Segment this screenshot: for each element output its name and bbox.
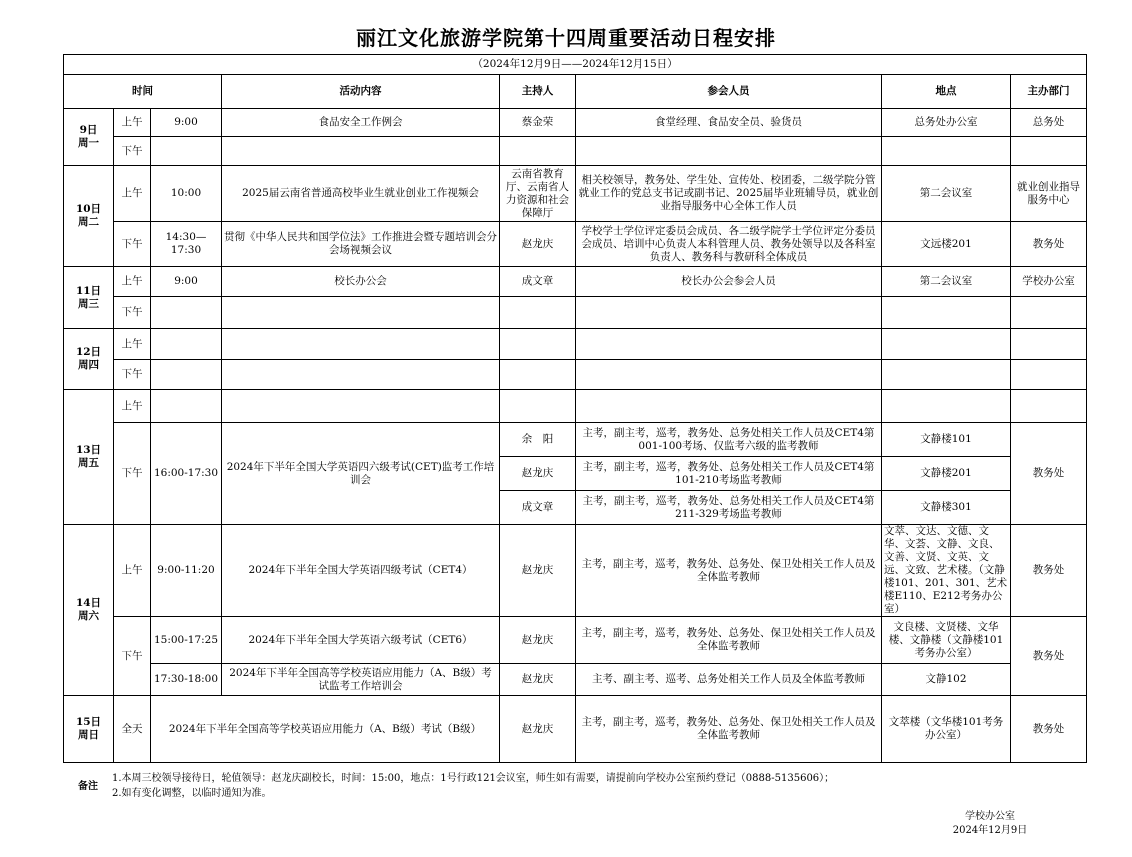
event-host: 赵龙庆 — [500, 617, 576, 664]
day-cell: 12日 周四 — [64, 329, 114, 390]
event-location: 文萃楼（文华楼101考务办公室） — [882, 696, 1011, 763]
slot-pm: 下午 — [114, 617, 151, 696]
table-row — [64, 696, 1087, 763]
table-row — [64, 360, 1087, 390]
event-time: 9:00 — [151, 109, 222, 137]
event-host: 赵龙庆 — [500, 664, 576, 696]
event-content: 食品安全工作例会 — [222, 109, 500, 137]
header-row — [64, 75, 1087, 109]
event-time: 10:00 — [151, 166, 222, 222]
day-cell: 13日 周五 — [64, 390, 114, 525]
event-attendees: 主考，副主考，巡考，教务处、总务处、保卫处相关工作人员及全体监考教师 — [576, 617, 882, 664]
event-attendees: 主考，副主考，巡考，教务处、总务处相关工作人员及CET4第101-210考场监考教师 — [576, 457, 882, 491]
event-attendees: 食堂经理、食品安全员、验货员 — [576, 109, 882, 137]
table-row — [64, 525, 1087, 617]
schedule-table — [63, 54, 1087, 763]
table-row — [64, 166, 1087, 222]
event-location: 文良楼、文贤楼、文华楼、文静楼（文静楼101考务办公室） — [882, 617, 1011, 664]
slot-pm: 下午 — [114, 137, 151, 166]
event-location: 总务处办公室 — [882, 109, 1011, 137]
event-attendees: 主考，副主考，巡考，教务处、总务处、保卫处相关工作人员及全体监考教师 — [576, 696, 882, 763]
slot-allday: 全天 — [114, 696, 151, 763]
event-dept: 教务处 — [1011, 525, 1087, 617]
event-attendees: 学校学士学位评定委员会成员、各二级学院学士学位评定分委员会成员、培训中心负责人本科管理人员、教务处领导以及各科室负责人、教务科与教研科全体成员 — [576, 222, 882, 267]
notes-line: 1.本周三校领导接待日，轮值领导：赵龙庆副校长，时间：15:00，地点：1号行政121会议室，师生如有需要，请提前向学校办公室预约登记（0888-5135606）； — [112, 773, 835, 784]
event-host: 成文章 — [500, 267, 576, 297]
slot-am: 上午 — [114, 166, 151, 222]
slot-pm: 下午 — [114, 360, 151, 390]
table-row — [64, 222, 1087, 267]
event-dept: 教务处 — [1011, 423, 1087, 525]
event-location: 文静楼301 — [882, 491, 1011, 525]
event-location: 文静楼201 — [882, 457, 1011, 491]
slot-am: 上午 — [114, 109, 151, 137]
event-host: 赵龙庆 — [500, 222, 576, 267]
event-content: 2024年下半年全国大学英语四六级考试(CET)监考工作培训会 — [222, 423, 500, 525]
footer-office: 学校办公室 — [965, 811, 1015, 822]
date-range: （2024年12月9日——2024年12月15日） — [64, 55, 1087, 75]
header-content: 活动内容 — [222, 75, 500, 109]
event-time: 9:00-11:20 — [151, 525, 222, 617]
event-host: 余 阳 — [500, 423, 576, 457]
slot-am: 上午 — [114, 267, 151, 297]
footer-date: 2024年12月9日 — [952, 825, 1028, 836]
day-cell: 9日 周一 — [64, 109, 114, 166]
table-row — [64, 137, 1087, 166]
event-attendees: 相关校领导，教务处、学生处、宣传处、校团委，二级学院分管就业工作的党总支书记或副书记、2025届毕业班辅导员，就业创业指导服务中心全体工作人员 — [576, 166, 882, 222]
day-cell: 10日 周二 — [64, 166, 114, 267]
table-row — [64, 390, 1087, 423]
table-row — [64, 109, 1087, 137]
event-time: 16:00-17:30 — [151, 423, 222, 525]
event-content: 2024年下半年全国高等学校英语应用能力（A、B级）考试（B级） — [151, 696, 500, 763]
event-content: 2025届云南省普通高校毕业生就业创业工作视频会 — [222, 166, 500, 222]
event-content: 校长办公会 — [222, 267, 500, 297]
event-attendees: 主考，副主考，巡考，教务处、总务处、保卫处相关工作人员及全体监考教师 — [576, 525, 882, 617]
page-title: 丽江文化旅游学院第十四周重要活动日程安排 — [356, 26, 776, 50]
event-host: 赵龙庆 — [500, 525, 576, 617]
header-dept: 主办部门 — [1011, 75, 1087, 109]
event-host: 赵龙庆 — [500, 696, 576, 763]
slot-pm: 下午 — [114, 423, 151, 525]
event-attendees: 主考，副主考，巡考，教务处、总务处相关工作人员及CET4第001-100考场、仅监考六级的监考教师 — [576, 423, 882, 457]
event-content: 2024年下半年全国高等学校英语应用能力（A、B级）考试监考工作培训会 — [222, 664, 500, 696]
slot-am: 上午 — [114, 390, 151, 423]
notes-label: 备注 — [78, 781, 98, 792]
event-time: 14:30—17:30 — [151, 222, 222, 267]
day-cell: 14日 周六 — [64, 525, 114, 696]
event-dept: 教务处 — [1011, 696, 1087, 763]
table-row — [64, 329, 1087, 360]
event-attendees: 主考、副主考、巡考、总务处相关工作人员及全体监考教师 — [576, 664, 882, 696]
header-host: 主持人 — [500, 75, 576, 109]
event-location: 文静102 — [882, 664, 1011, 696]
event-content: 2024年下半年全国大学英语六级考试（CET6） — [222, 617, 500, 664]
event-attendees: 校长办公会参会人员 — [576, 267, 882, 297]
day-cell: 11日 周三 — [64, 267, 114, 329]
event-host: 成文章 — [500, 491, 576, 525]
event-dept: 学校办公室 — [1011, 267, 1087, 297]
footer-signature — [930, 810, 1050, 838]
table-row — [64, 423, 1087, 457]
event-location: 文萃、文达、文德、文华、文荟、文静、文良、文善、文贤、文英、文远、文致、艺术楼。（文静楼101、201、301、艺术楼E110、E212考务办公室） — [882, 525, 1011, 617]
slot-am: 上午 — [114, 525, 151, 617]
event-dept: 教务处 — [1011, 617, 1087, 696]
header-location: 地点 — [882, 75, 1011, 109]
event-time: 9:00 — [151, 267, 222, 297]
table-row — [64, 664, 1087, 696]
event-time: 15:00-17:25 — [151, 617, 222, 664]
event-host: 赵龙庆 — [500, 457, 576, 491]
table-row — [64, 267, 1087, 297]
event-location: 文远楼201 — [882, 222, 1011, 267]
event-dept: 教务处 — [1011, 222, 1087, 267]
slot-pm: 下午 — [114, 297, 151, 329]
event-attendees: 主考，副主考，巡考，教务处、总务处相关工作人员及CET4第211-329考场监考教师 — [576, 491, 882, 525]
event-location: 第二会议室 — [882, 166, 1011, 222]
event-host: 云南省教育厅、云南省人力资源和社会保障厅 — [500, 166, 576, 222]
header-attendees: 参会人员 — [576, 75, 882, 109]
notes-line: 2.如有变化调整，以临时通知为准。 — [112, 788, 272, 799]
event-content: 2024年下半年全国大学英语四级考试（CET4） — [222, 525, 500, 617]
header-time: 时间 — [64, 75, 222, 109]
event-location: 文静楼101 — [882, 423, 1011, 457]
slot-pm: 下午 — [114, 222, 151, 267]
table-row — [64, 617, 1087, 664]
event-location: 第二会议室 — [882, 267, 1011, 297]
event-dept: 就业创业指导服务中心 — [1011, 166, 1087, 222]
day-cell: 15日 周日 — [64, 696, 114, 763]
event-dept: 总务处 — [1011, 109, 1087, 137]
event-time: 17:30-18:00 — [151, 664, 222, 696]
event-host: 蔡金荣 — [500, 109, 576, 137]
slot-am: 上午 — [114, 329, 151, 360]
table-row — [64, 297, 1087, 329]
event-content: 贯彻《中华人民共和国学位法》工作推进会暨专题培训会分会场视频会议 — [222, 222, 500, 267]
